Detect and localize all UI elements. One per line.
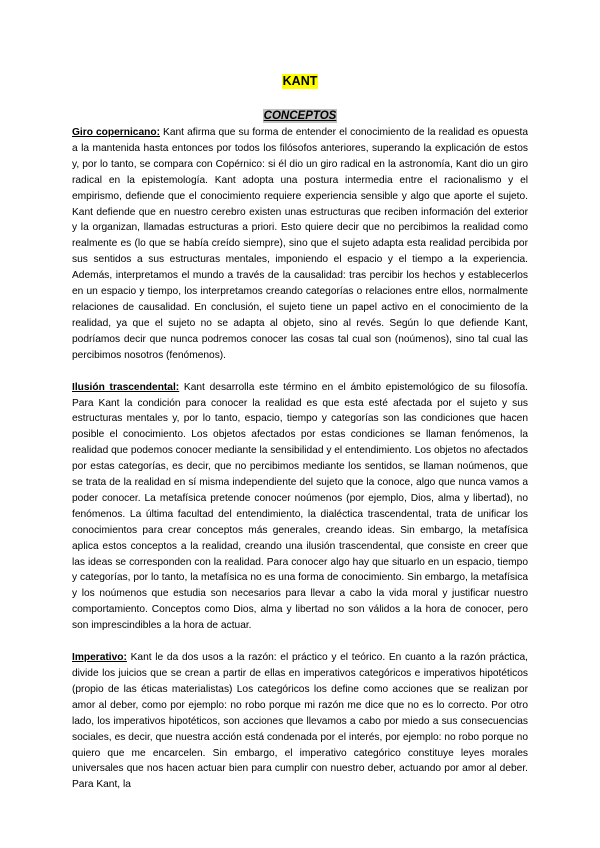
subtitle-row <box>72 106 528 124</box>
paragraph-text: Kant le da dos usos a la razón: el práctico y el teórico. En cuanto a la razón práctica, divide los juicios que se crean a partir de ellas en imperativos categóricos e imperativos hipotéticos (propio de las éticas materialistas) Los categóricos los define como acciones que se realizan por amor al deber, como por ejemplo: no robo porque mi razón me dice que no es lo correcto. Por otro lado, los imperativos hipotéticos, son acciones que llevamos a cabo por miedo a sus consecuencias sociales, es decir, que nuestra acción está condenada por el interés, por ejemplo: no robo porque no quiero que me encarcelen. Sin embargo, el imperativo categórico constituye leyes morales universales que nos hacen actuar bien para cumplir con nuestro deber, actuando por amor al deber. Para Kant, la <box>72 652 528 791</box>
document-title: KANT <box>282 74 318 88</box>
term-imperativo: Imperativo: <box>72 652 127 664</box>
term-ilusion-trascendental: Ilusión trascendental: <box>72 381 180 393</box>
paragraph-giro-copernicano <box>72 125 528 364</box>
paragraph-ilusion-trascendental <box>72 380 528 635</box>
term-giro-copernicano: Giro copernicano: <box>72 127 160 138</box>
paragraph-text: Kant desarrolla este término en el ámbito epistemológico de su filosofía. Para Kant la condición para conocer la realidad es que esta esté afectada por el sujeto y sus estructuras mentales y, por lo tanto, espacio, tiempo y categorías son las condiciones que hacen posible el conocimiento. Los objetos afectados por estas condiciones se llaman fenómenos, la realidad que podemos conocer mediante la sensibilidad y el entendimiento. Los objetos no afectados por estas categorías, es decir, que no percibimos mediante los sentidos, se llaman noúmenos, que se trata de la realidad en sí misma independiente del sujeto que la conoce, algo que nunca vamos a poder conocer. La metafísica pretende conocer noúmenos (por ejemplo, Dios, alma y libertad), no fenómenos. La última facultad del entendimiento, la dialéctica trascendental, trata de unificar los conocimientos para crear conceptos más generales, creando ideas. Sin embargo, la metafísica aplica estos conceptos a la realidad, creando una ilusión trascendental, que consiste en creer que las ideas se corresponden con la realidad. Para conocer algo hay que situarlo en un espacio, tiempo y categorías, por lo tanto, la metafísica no es una forma de conocimiento. Sin embargo, la metafísica y los noúmenos que estudia son necesarios para llevar a cabo la vida moral y justificar nuestro comportamiento. Conceptos como Dios, alma y libertad no son válidos a la hora de conocer, pero son imprescindibles a la hora de actuar. <box>72 381 528 632</box>
section-heading: CONCEPTOS <box>263 110 337 122</box>
title-row <box>72 72 528 92</box>
paragraph-text: Kant afirma que su forma de entender el conocimiento de la realidad es opuesta a la mantenida hasta entonces por todos los filósofos anteriores, superando la explicación de estos y, por lo tanto, se compara con Copérnico: si él dio un giro radical en la astronomía, Kant dio un giro radical en la epistemología. Kant adopta una postura intermedia entre el racionalismo y el empirismo, defiende que el conocimiento requiere experiencia sensible y algo que aporte el sujeto. Kant defiende que en nuestro cerebro existen unas estructuras que reciben información del exterior y la organizan, llamadas estructuras a priori. Esto quiere decir que no percibimos la realidad como realmente es (lo que se había creído siempre), sino que el sujeto adapta esta realidad percibida por sus sentidos a sus estructuras mentales, imponiendo el espacio y el tiempo a la experiencia. Además, interpretamos el mundo a través de la causalidad: tras percibir los hechos y establecerlos en un espacio y tiempo, los interpretamos creando categorías o relaciones entre ellos, normalmente relaciones de causalidad. En conclusión, el sujeto tiene un papel activo en el conocimiento de la realidad, ya que el sujeto no se adapta al objeto, sino al revés. Según lo que defiende Kant, podríamos decir que nunca podremos conocer las cosas tal cual son (noúmenos), sino tal cual las percibimos nosotros (fenómenos). <box>72 127 528 361</box>
paragraph-imperativo <box>72 650 528 793</box>
